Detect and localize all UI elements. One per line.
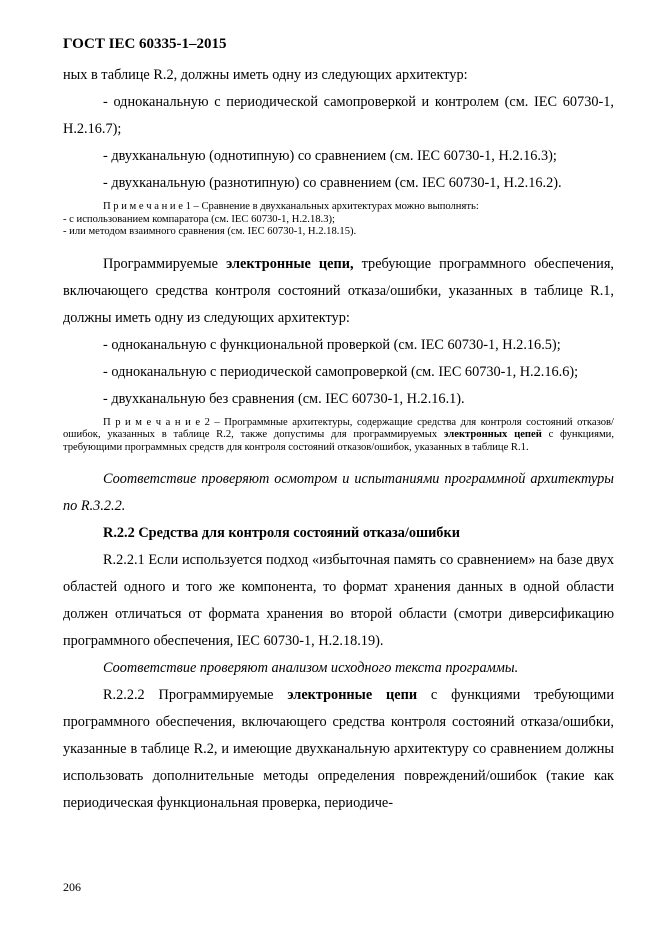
list-item: - одноканальную с периодической самопроверкой (см. IEC 60730-1, H.2.16.6); [103, 363, 579, 380]
document-body [63, 62, 614, 817]
note-item: - или методом взаимного сравнения (см. IEC 60730-1, H.2.18.15). [63, 226, 357, 237]
note-label: П р и м е ч а н и е 1 [103, 201, 191, 212]
note-item: - с использованием компаратора (см. IEC 60730-1, H.2.18.3); [63, 213, 335, 225]
section-heading: R.2.2 Средства для контроля состояний отказа/ошибки [103, 525, 460, 541]
list-item: - двухканальную без сравнения (см. IEC 60730-1, H.2.16.1). [103, 390, 465, 407]
paragraph: R.2.2.1 Если используется подход «избыточная память со сравнением» на базе двух областей одного и того же компонента, то формат хранения данных в одной области должен отличаться от формата хранения во второй области (смотри диверсификацию программного обеспечения, IEC 60730-1, H.2.18.19). [63, 552, 614, 649]
compliance-statement: Соответствие проверяют анализом исходного текста программы. [103, 660, 519, 676]
page-header: ГОСТ IEC 60335-1–2015 [63, 36, 227, 52]
list-item: - одноканальную с периодической самопроверкой и контролем (см. IEC 60730-1, H.2.16.7); [63, 94, 614, 137]
note-text: – Сравнение в двухканальных архитектурах можно выполнять: [190, 201, 479, 212]
paragraph: Программируемые электронные цепи, требующие программного обеспечения, включающего средства контроля состояний отказа/ошибки, указанных в таблице R.1, должны иметь одну из следующих архитектур: [63, 255, 614, 326]
list-item: - двухканальную (разнотипную) со сравнением (см. IEC 60730-1, H.2.16.2). [103, 175, 562, 191]
list-item: - одноканальную с функциональной проверкой (см. IEC 60730-1, H.2.16.5); [103, 336, 561, 353]
list-item: - двухканальную (однотипную) со сравнением (см. IEC 60730-1, H.2.16.3); [103, 148, 557, 164]
note-label: П р и м е ч а н и е 2 [103, 416, 210, 428]
note-2: П р и м е ч а н и е 2 – Программные архитектуры, содержащие средства для контроля состояний отказов/ошибок, указанных в таблице R.2, также допустимы для программируемых электронных цепей с функциями, требующими программных средств для контроля состояний отказов/ошибок, указанных в таблице R.1. [63, 416, 614, 453]
paragraph: R.2.2.2 Программируемые электронные цепи с функциями требующими программного обеспечения, включающего средства контроля состояний отказа/ошибки, указанные в таблице R.2, и имеющие двухканальную архитектуру со сравнением должны использовать дополнительные методы определения повреждений/ошибок (такие как периодическая функциональная проверка, периодиче- [63, 687, 614, 811]
page-number: 206 [63, 880, 81, 894]
compliance-statement: Соответствие проверяют осмотром и испытаниями программной архитектуры по R.3.2.2. [63, 471, 614, 514]
paragraph: ных в таблице R.2, должны иметь одну из следующих архитектур: [63, 67, 468, 83]
note-1 [63, 201, 614, 239]
